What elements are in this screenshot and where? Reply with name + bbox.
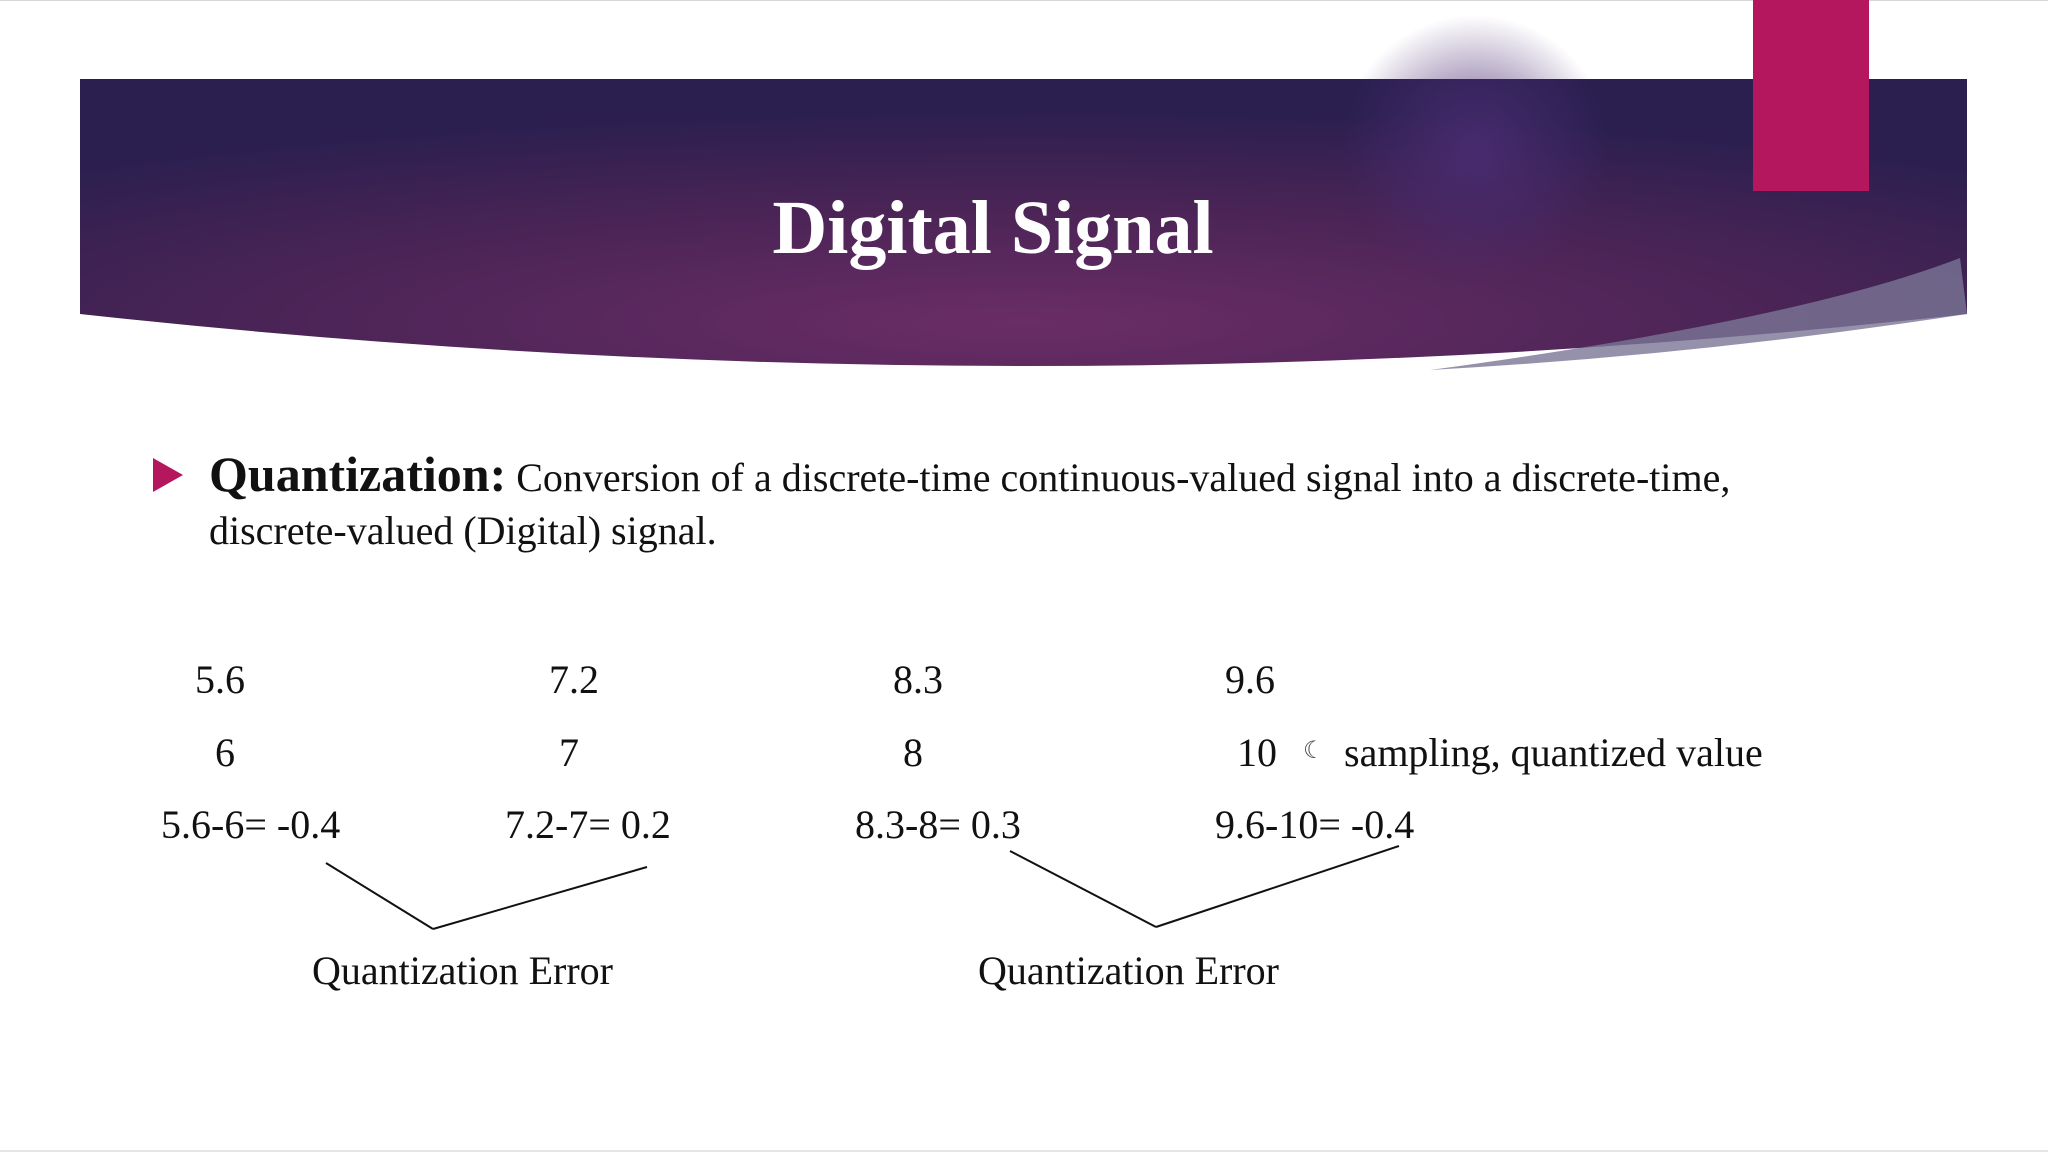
sample-value: 7.2 (549, 657, 599, 702)
sample-value: 5.6 (195, 657, 245, 702)
error-bracket-left (326, 863, 647, 929)
quantized-value: 8 (903, 730, 923, 775)
error-bracket-right (1010, 846, 1399, 927)
bullet-paragraph (209, 448, 1849, 557)
error-label: Quantization Error (978, 948, 1279, 993)
error-calculation: 7.2-7= 0.2 (505, 802, 671, 847)
error-label: Quantization Error (312, 948, 613, 993)
crescent-moon-icon: ☾ (1303, 736, 1325, 764)
bullet-definition: Conversion of a discrete-time continuous-valued signal into a discrete-time, discrete-valued (Digital) signal. (209, 455, 1731, 553)
quantized-note: sampling, quantized value (1344, 730, 1763, 775)
bullet-term: Quantization: (209, 446, 507, 502)
sample-value: 9.6 (1225, 657, 1275, 702)
error-calculation: 8.3-8= 0.3 (855, 802, 1021, 847)
slide-title: Digital Signal (772, 186, 1214, 270)
quantized-value: 10 (1237, 730, 1277, 775)
quantized-value: 6 (215, 730, 235, 775)
sample-value: 8.3 (893, 657, 943, 702)
accent-tab (1753, 0, 1869, 191)
triangle-bullet-icon (153, 458, 183, 492)
error-calculation: 5.6-6= -0.4 (161, 802, 341, 847)
error-calculation: 9.6-10= -0.4 (1215, 802, 1415, 847)
quantized-value: 7 (559, 730, 579, 775)
